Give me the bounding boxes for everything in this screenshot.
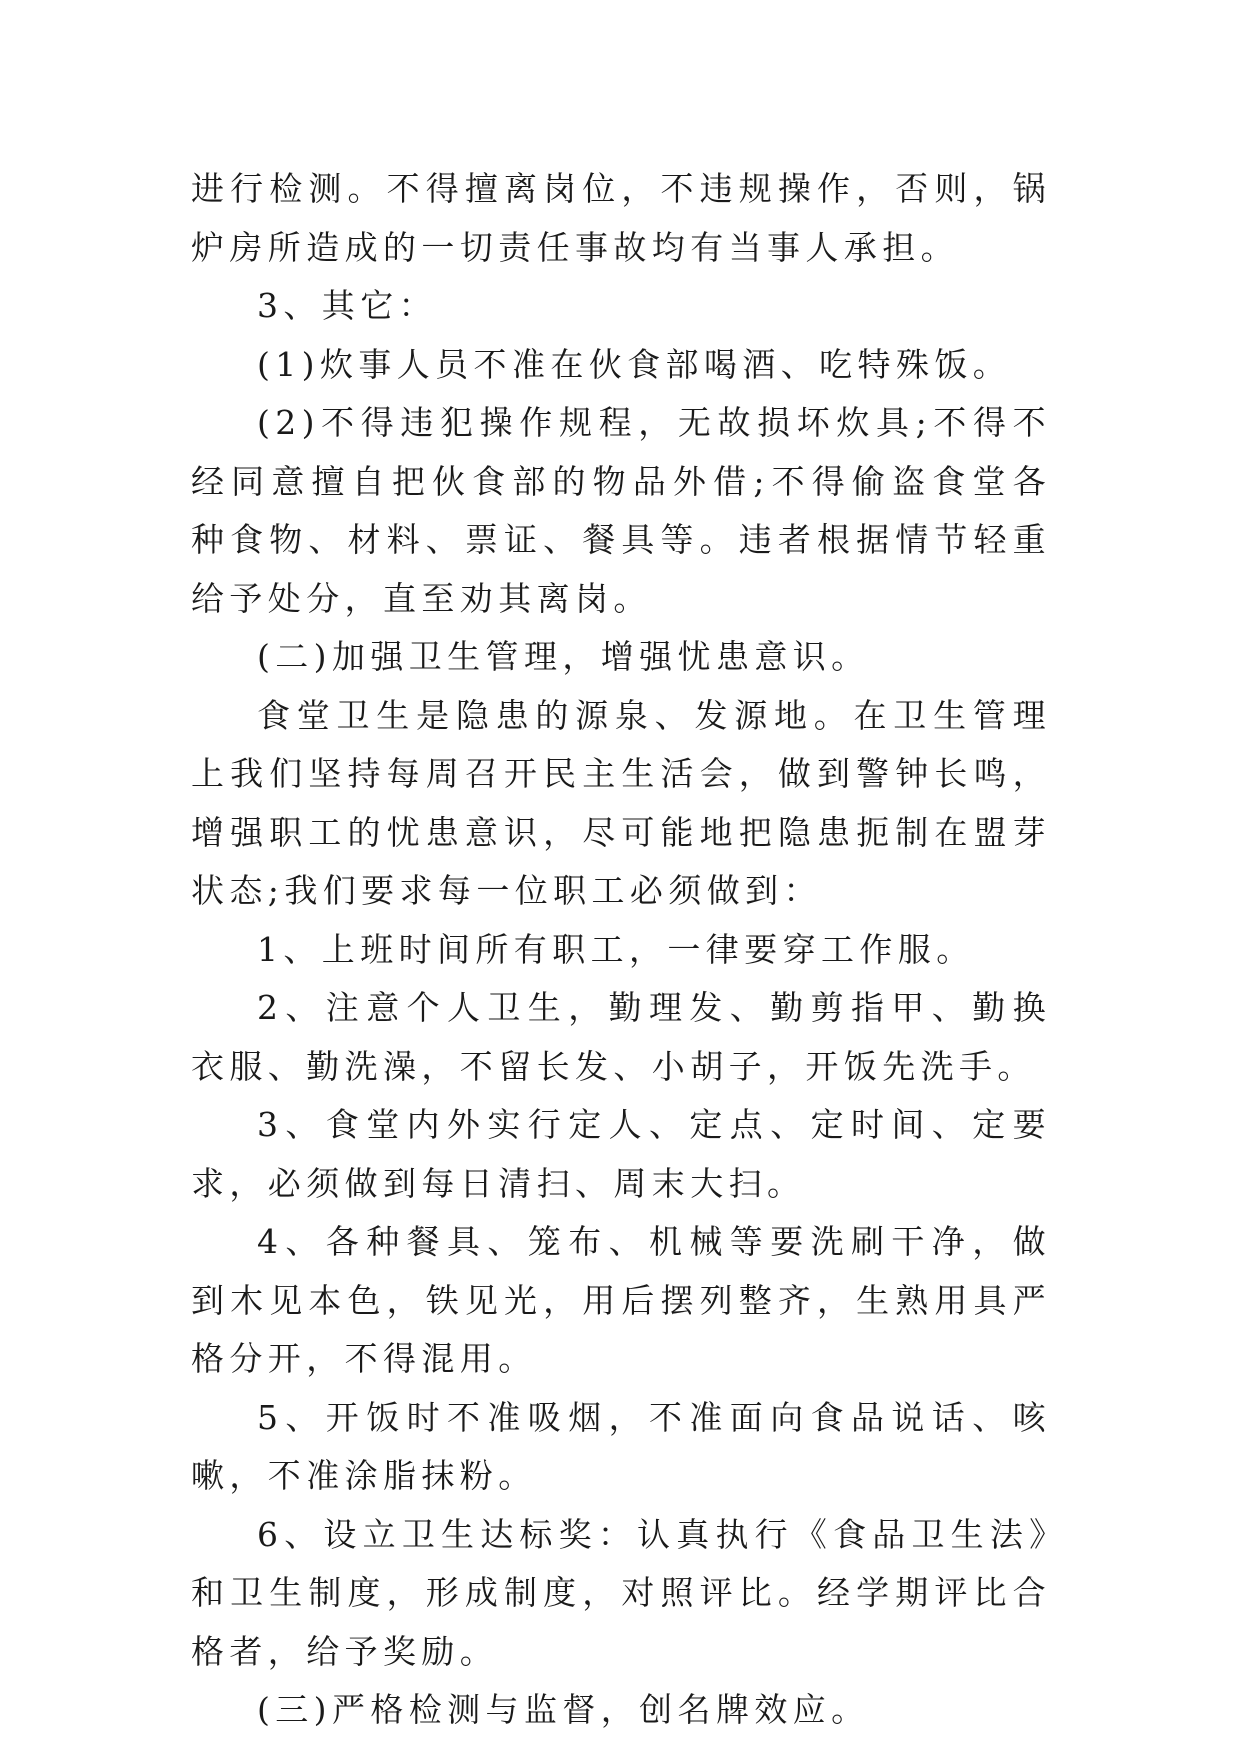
section-heading: (二)加强卫生管理，增强忧患意识。 [257,637,870,676]
paragraph: (1)炊事人员不准在伙食部喝酒、吃特殊饭。 [257,344,1012,384]
list-item: 6、设立卫生达标奖：认真执行《食品卫生法》和卫生制度，形成制度，对照评比。经学期评比合格者，给予奖励。 [191,1514,1051,1671]
list-item: 3、食堂内外实行定人、定点、定时间、定要求，必须做到每日清扫、周末大扫。 [191,1105,1051,1203]
paragraph: 进行检测。不得擅离岗位，不违规操作，否则，锅炉房所造成的一切责任事故均有当事人承担。 [191,169,1051,267]
paragraph: 食堂卫生是隐患的源泉、发源地。在卫生管理上我们坚持每周召开民主生活会，做到警钟长鸣，增强职工的忧患意识，尽可能地把隐患扼制在盟芽状态;我们要求每一位职工必须做到： [191,695,1051,910]
section-heading: (三)严格检测与监督，创名牌效应。 [257,1690,870,1729]
list-item: 1、上班时间所有职工，一律要穿工作服。 [257,929,975,969]
list-item: 4、各种餐具、笼布、机械等要洗刷干净，做到木见本色，铁见光，用后摆列整齐，生熟用具严格分开，不得混用。 [191,1222,1051,1378]
paragraph: 3、其它： [257,286,437,325]
list-item: 2、注意个人卫生，勤理发、勤剪指甲、勤换衣服、勤洗澡，不留长发、小胡子，开饭先洗手。 [191,988,1051,1086]
document-body [191,160,1051,1740]
paragraph: (2)不得违犯操作规程，无故损坏炊具;不得不经同意擅自把伙食部的物品外借;不得偷盗食堂各种食物、材料、票证、餐具等。违者根据情节轻重给予处分，直至劝其离岗。 [191,403,1051,618]
list-item: 5、开饭时不准吸烟，不准面向食品说话、咳嗽，不准涂脂抹粉。 [191,1397,1051,1495]
